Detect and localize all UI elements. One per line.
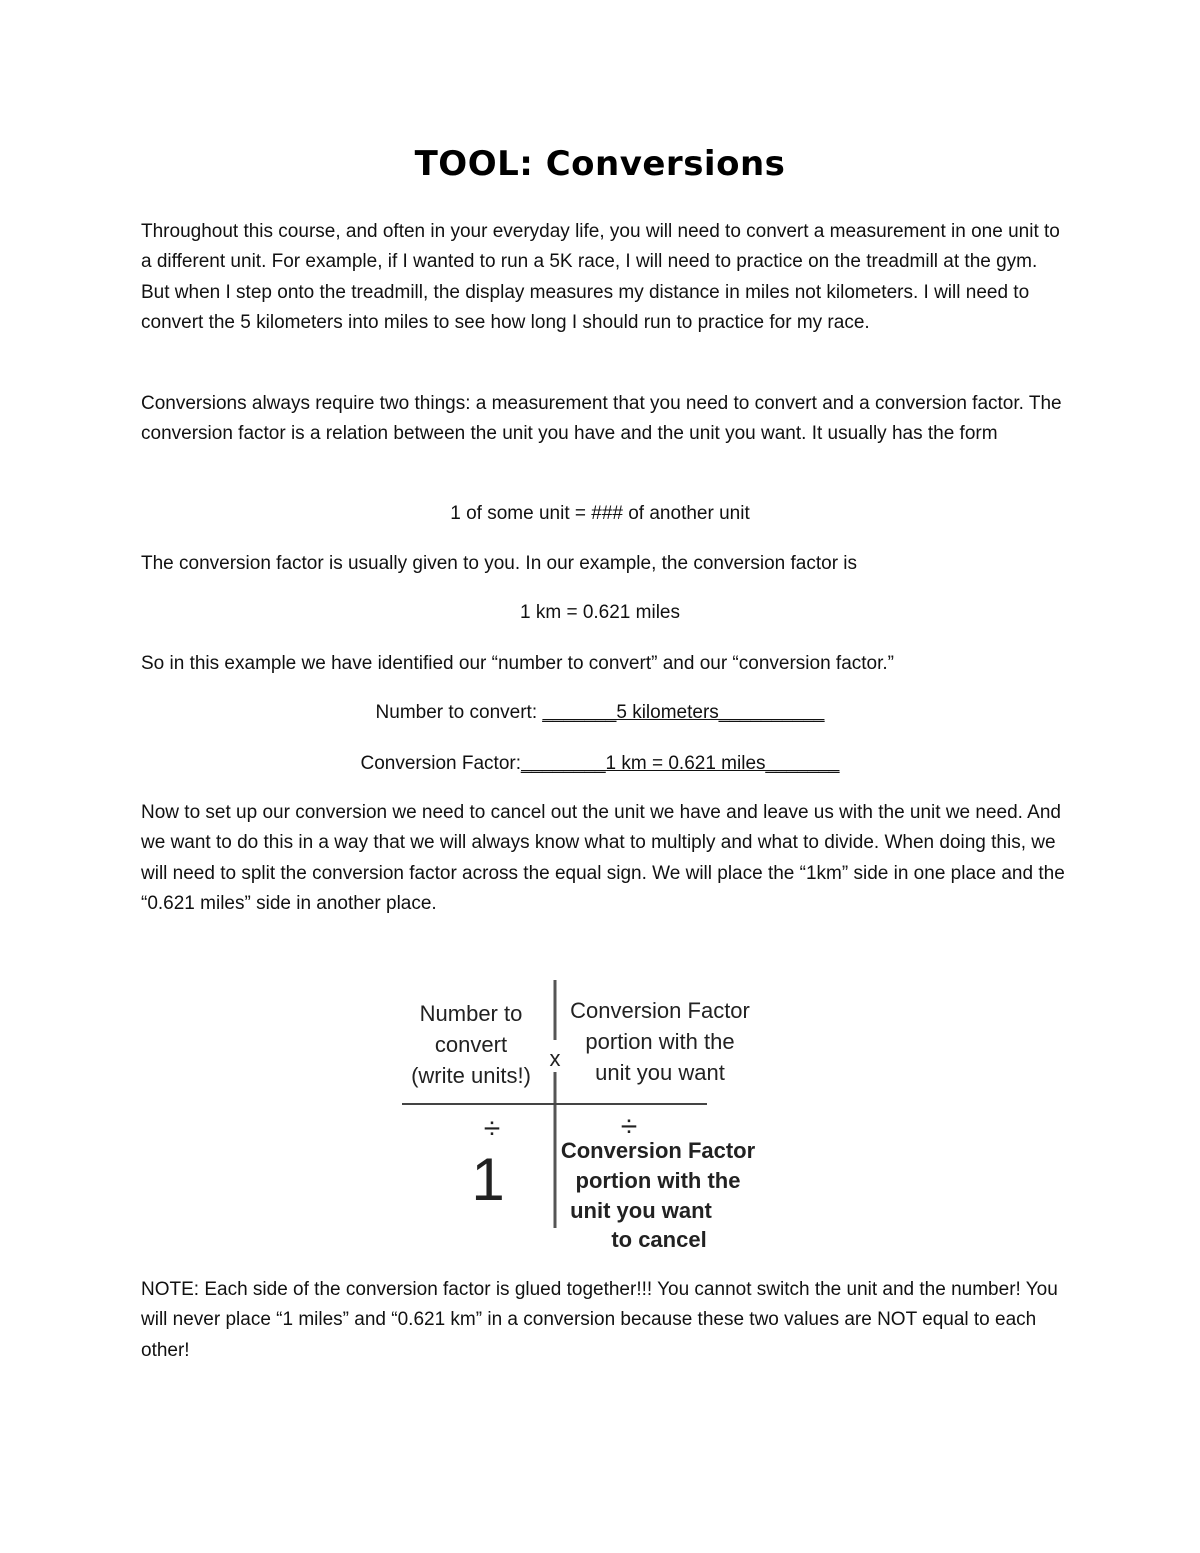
top-right-line-2: portion with the [585, 1029, 735, 1054]
intro-paragraph: Throughout this course, and often in your everyday life, you will need to convert a measurement in one unit to a different unit. For example, if I wanted to run a 5K race, I will need to practice on the treadmill at the gym. But when I step onto the treadmill, the display measures my distance in miles not kilometers. I will need to convert the 5 kilometers into miles to see how long I should run to practice for my race. [141, 221, 1060, 334]
multiply-symbol: x [549, 1046, 561, 1071]
example-factor: 1 km = 0.621 miles [520, 602, 680, 623]
conversion-factor-label: Conversion Factor: [360, 753, 521, 774]
bottom-right-line-2: portion with the [575, 1168, 741, 1193]
bottom-left-number: 1 [471, 1146, 505, 1213]
note-paragraph: NOTE: Each side of the conversion factor is glued together!!! You cannot switch the unit and the number! You will never place “1 miles” and “0.621 km” in a conversion because these two values are NOT equal to each other! [141, 1279, 1058, 1361]
conversion-factor-row [0, 749, 1200, 779]
divide-symbol-right: ÷ [620, 1110, 638, 1143]
requirements-paragraph: Conversions always require two things: a measurement that you need to convert and a conversion factor. The conversion factor is a relation between the unit you have and the unit you want. It usually has the form [141, 393, 1062, 445]
identified-paragraph: So in this example we have identified our “number to convert” and our “conversion factor.” [141, 653, 894, 674]
top-left-line-2: convert [434, 1032, 508, 1057]
top-right-line-1: Conversion Factor [570, 998, 750, 1023]
top-left-line-1: Number to [419, 1001, 523, 1026]
top-left-line-3: (write units!) [411, 1063, 531, 1088]
number-to-convert-row [0, 698, 1200, 728]
setup-paragraph: Now to set up our conversion we need to cancel out the unit we have and leave us with the unit we need. And we want to do this in a way that we will always know what to multiply and what to divide. When doing this, we will need to split the conversion factor across the equal sign. We will place the “1km” side in one place and the “0.621 miles” side in another place. [141, 802, 1065, 915]
number-to-convert-label: Number to convert: [375, 702, 543, 723]
form-line: 1 of some unit = ### of another unit [450, 503, 750, 524]
conversion-factor-value: ________1 km = 0.621 miles_______ [521, 753, 840, 774]
bottom-right-line-4: to cancel [611, 1227, 707, 1252]
top-right-line-3: unit you want [595, 1060, 725, 1085]
page-title: TOOL: Conversions [414, 144, 786, 184]
conversion-diagram-svg [395, 978, 775, 1258]
bottom-right-line-1: Conversion Factor [560, 1138, 756, 1163]
divide-symbol-left: ÷ [483, 1112, 501, 1145]
number-to-convert-value: _______5 kilometers__________ [542, 702, 825, 723]
bottom-right-line-3: unit you want [570, 1198, 712, 1223]
given-factor-paragraph: The conversion factor is usually given to you. In our example, the conversion factor is [141, 553, 858, 574]
conversion-diagram [395, 978, 775, 1258]
